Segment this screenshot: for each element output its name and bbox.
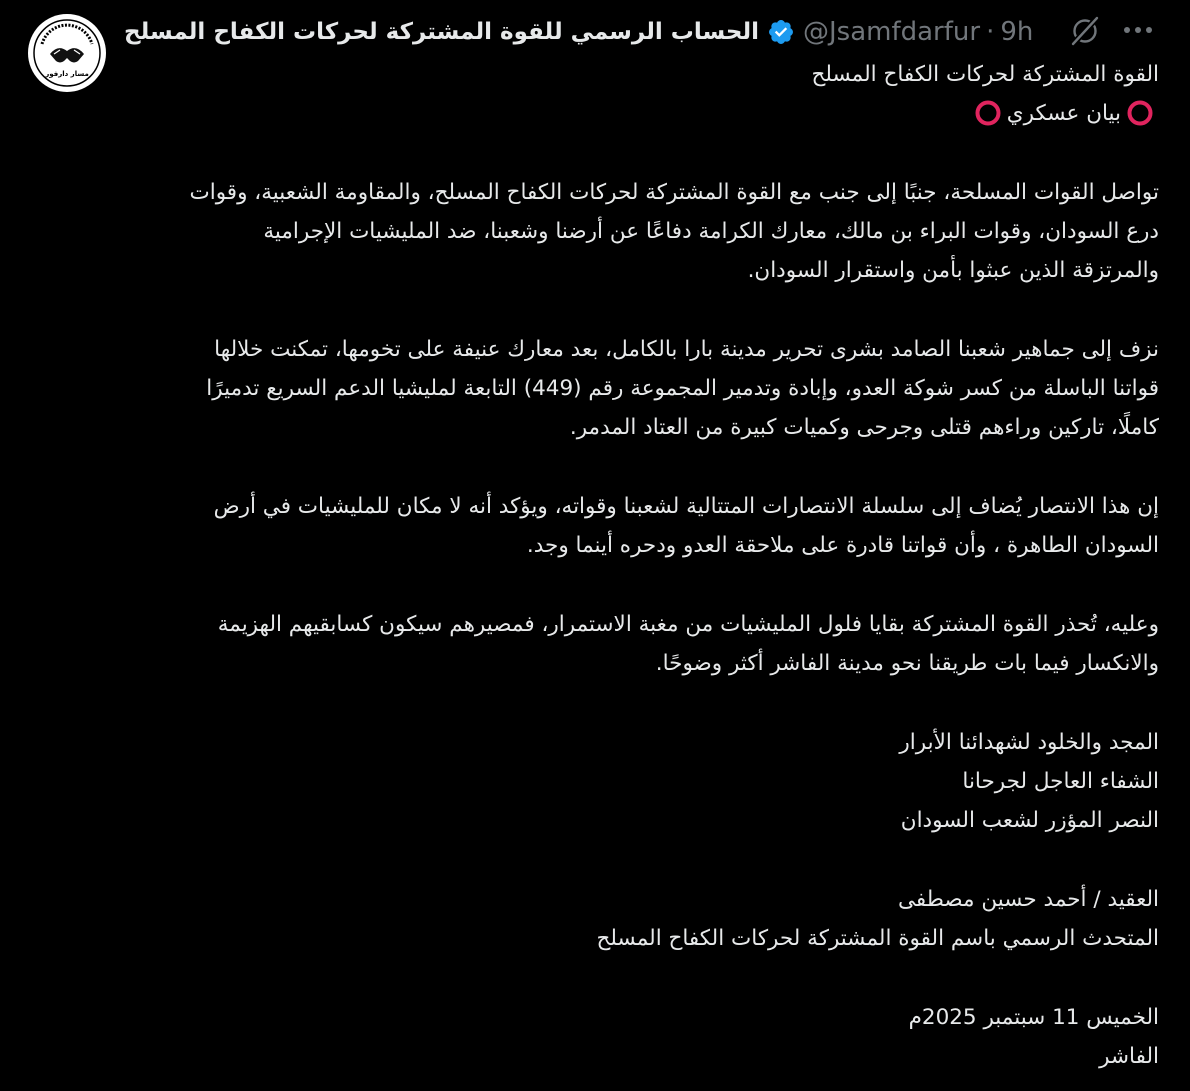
paragraph-3-line: إن هذا الانتصار يُضاف إلى سلسلة الانتصارات المتتالية لشعبنا وقواته، ويؤكد أنه لا مكان للمليشيات في أرض: [213, 494, 1159, 519]
closing-line: النصر المؤزر لشعب السودان: [900, 808, 1159, 833]
signature-title: المتحدث الرسمي باسم القوة المشتركة لحركات الكفاح المسلح: [596, 926, 1159, 951]
post-header: [124, 12, 1033, 52]
paragraph-4-line: والانكسار فيما بات طريقنا نحو مدينة الفاشر أكثر وضوحًا.: [655, 651, 1159, 676]
post-text: [129, 55, 1159, 1076]
paragraph-2-line: نزف إلى جماهير شعبنا الصامد بشرى تحرير مدينة بارا بالكامل، بعد معارك عنيفة على تخومها، تمكنت خلالها: [214, 337, 1159, 362]
paragraph-1-line: درع السودان، وقوات البراء بن مالك، معارك الكرامة دفاعًا عن أرضنا وشعبنا، ضد المليشيات الإجرامية: [263, 219, 1159, 244]
avatar-text: مسار دارفور: [45, 70, 89, 78]
post-date: الخميس 11 سبتمبر 2025م: [908, 1005, 1159, 1030]
verified-badge-icon[interactable]: [767, 18, 795, 46]
paragraph-3-line: السودان الطاهرة ، وأن قواتنا قادرة على ملاحقة العدو ودحره أينما وجد.: [526, 533, 1159, 558]
closing-line: المجد والخلود لشهدائنا الأبرار: [899, 730, 1159, 755]
paragraph-2-line: قواتنا الباسلة من كسر شوكة العدو، وإبادة وتدمير المجموعة رقم (449) التابعة لمليشيا الدعم السريع تدميرًا: [206, 376, 1159, 401]
more-options-icon[interactable]: [1118, 10, 1158, 50]
avatar[interactable]: [28, 14, 106, 92]
post-subtitle: بيان عسكري: [1006, 101, 1121, 126]
display-name[interactable]: الحساب الرسمي للقوة المشتركة لحركات الكفاح المسلح: [124, 19, 759, 45]
post-title: القوة المشتركة لحركات الكفاح المسلح: [811, 62, 1159, 87]
hollow-red-circle-icon: [1127, 100, 1153, 126]
timestamp[interactable]: 9h: [1000, 17, 1034, 47]
paragraph-1-line: والمرتزقة الذين عبثوا بأمن واستقرار السودان.: [747, 258, 1159, 283]
post-place: الفاشر: [1099, 1044, 1159, 1069]
grok-icon[interactable]: [1068, 14, 1102, 48]
closing-line: الشفاء العاجل لجرحانا: [962, 769, 1159, 794]
paragraph-2-line: كاملًا، تاركين وراءهم قتلى وجرحى وكميات كبيرة من العتاد المدمر.: [569, 415, 1159, 440]
separator: ·: [986, 17, 995, 47]
post-subtitle-row: [129, 94, 1159, 133]
avatar-logo: [28, 14, 106, 92]
hollow-red-circle-icon: [975, 100, 1001, 126]
signature-name: العقيد / أحمد حسين مصطفى: [897, 887, 1159, 912]
handle[interactable]: @Jsamfdarfur: [802, 17, 981, 47]
paragraph-4-line: وعليه، تُحذر القوة المشتركة بقايا فلول المليشيات من مغبة الاستمرار، فمصيرهم سيكون كسابقيهم الهزيمة: [217, 612, 1159, 637]
paragraph-1-line: تواصل القوات المسلحة، جنبًا إلى جنب مع القوة المشتركة لحركات الكفاح المسلح، والمقاومة الشعبية، وقوات: [189, 180, 1159, 205]
